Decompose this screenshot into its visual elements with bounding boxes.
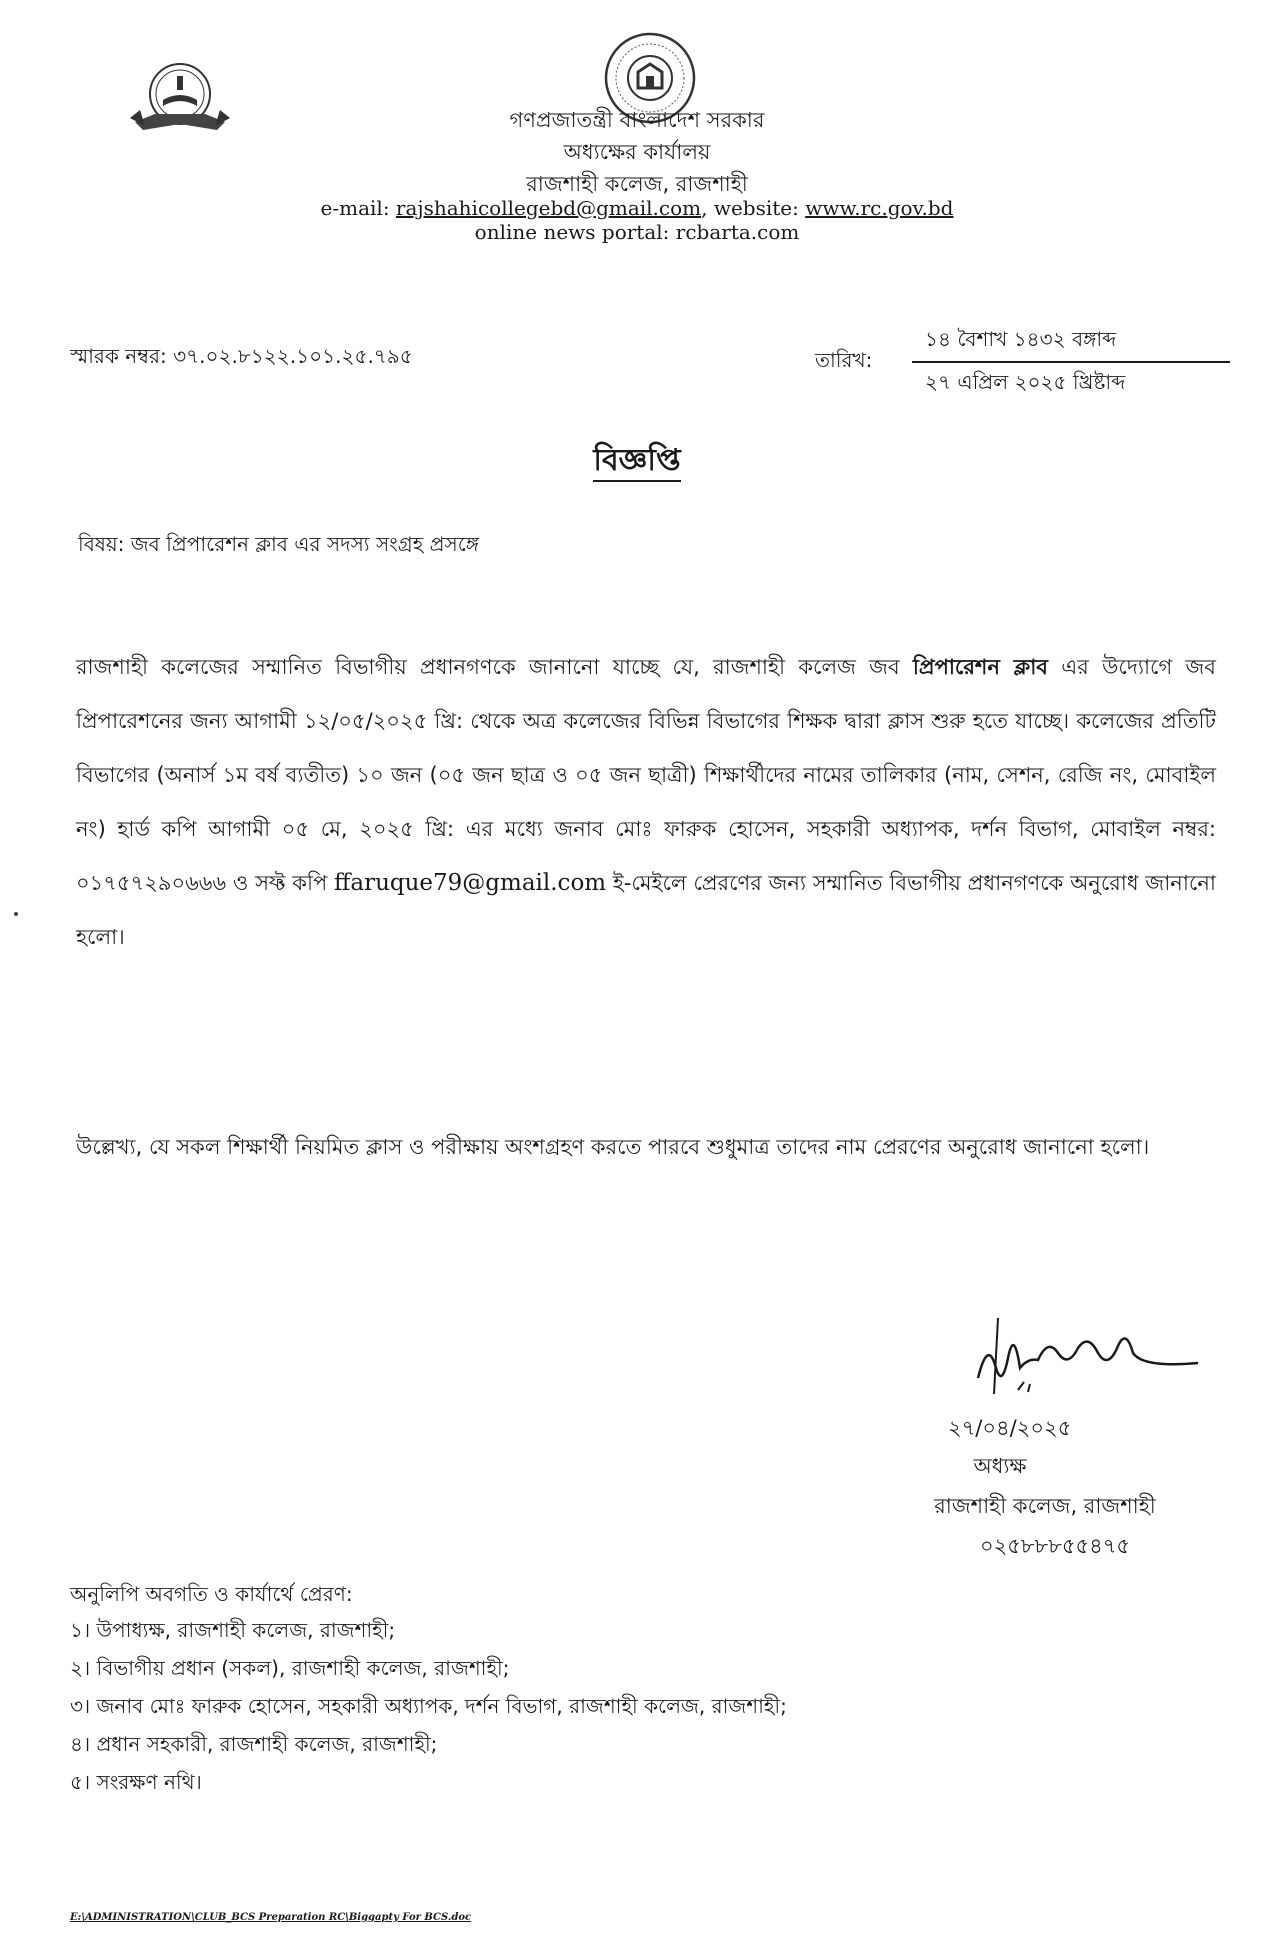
copy-item: ৪। প্রধান সহকারী, রাজশাহী কলেজ, রাজশাহী; xyxy=(70,1732,438,1756)
copy-item: ২। বিভাগীয় প্রধান (সকল), রাজশাহী কলেজ, রাজশাহী; xyxy=(70,1656,510,1680)
signatory-phone: ০২৫৮৮৮৫৫৪৭৫ xyxy=(980,1534,1130,1558)
contact-line: e-mail: rajshahicollegebd@gmail.com, website: www.rc.gov.bd xyxy=(320,196,954,220)
portal-line xyxy=(0,220,1274,244)
copy-item: ৫। সংরক্ষণ নথি। xyxy=(70,1770,202,1794)
date-divider xyxy=(912,361,1230,363)
email-link[interactable]: rajshahicollegebd@gmail.com xyxy=(395,196,702,220)
body-paragraph-1: রাজশাহী কলেজের সম্মানিত বিভাগীয় প্রধানগণকে জানানো যাচ্ছে যে, রাজশাহী কলেজ জব প্রিপারেশন ক্লাব এর উদ্যোগে জব প্রিপারেশনের জন্য আগামী ১২/০৫/২০২৫ খ্রি: থেকে অত্র কলেজের বিভিন্ন বিভাগের শিক্ষক দ্বারা ক্লাস শুরু হতে যাচ্ছে। কলেজের প্রতিটি বিভাগের (অনার্স ১ম বর্ষ ব্যতীত) ১০ জন (০৫ জন ছাত্র ও ০৫ জন ছাত্রী) শিক্ষার্থীদের নামের তালিকার (নাম, সেশন, রেজি নং, মোবাইল নং) হার্ড কপি আগামী ০৫ মে, ২০২৫ খ্রি: এর মধ্যে জনাব মোঃ ফারুক হোসেন, সহকারী অধ্যাপক, দর্শন বিভাগ, মোবাইল নম্বর: ০১৭৫৭২৯০৬৬৬ ও সফ্ট কপি ffaruque79@gmail.com ই-মেইলে প্রেরণের জন্য সম্মানিত বিভাগীয় প্রধানগণকে অনুরোধ জানানো হলো। xyxy=(76,655,1216,949)
scan-speck xyxy=(14,912,18,916)
signatory-office: রাজশাহী কলেজ, রাজশাহী xyxy=(934,1494,1156,1518)
website-link[interactable]: www.rc.gov.bd xyxy=(805,196,954,220)
signature-image xyxy=(958,1298,1208,1398)
college-title: রাজশাহী কলেজ, রাজশাহী xyxy=(526,172,748,196)
portal-link[interactable]: rcbarta.com xyxy=(675,220,800,244)
copy-item: ৩। জনাব মোঃ ফারুক হোসেন, সহকারী অধ্যাপক, দর্শন বিভাগ, রাজশাহী কলেজ, রাজশাহী; xyxy=(70,1694,787,1718)
date-label: তারিখ: xyxy=(815,348,873,372)
portal-label: online news portal: xyxy=(474,220,670,244)
signature-date: ২৭/০৪/২০২৫ xyxy=(948,1416,1072,1440)
date-bangla: ১৪ বৈশাখ ১৪৩২ বঙ্গাব্দ xyxy=(925,327,1117,351)
office-title: অধ্যক্ষের কার্যালয় xyxy=(563,140,711,164)
contact-email: ffaruque79@gmail.com xyxy=(334,870,607,896)
notice-subject: বিষয়: জব প্রিপারেশন ক্লাব এর সদস্য সংগ্রহ প্রসঙ্গে xyxy=(78,532,480,556)
website-label: website: xyxy=(713,196,799,220)
club-name: প্রিপারেশন ক্লাব xyxy=(912,655,1048,679)
copy-item: ১। উপাধ্যক্ষ, রাজশাহী কলেজ, রাজশাহী; xyxy=(70,1618,396,1642)
signatory-designation: অধ্যক্ষ xyxy=(973,1454,1027,1478)
notice-title: বিজ্ঞপ্তি xyxy=(0,436,1274,487)
govt-title: গণপ্রজাতন্ত্রী বাংলাদেশ সরকার xyxy=(509,108,765,132)
file-path-footer: E:\ADMINISTRATION\CLUB_BCS Preparation RC\Biggapty For BCS.doc xyxy=(70,1912,472,1923)
copies-heading: অনুলিপি অবগতি ও কার্যার্থে প্রেরণ: xyxy=(70,1582,353,1606)
email-label: e-mail: xyxy=(320,196,390,220)
date-english: ২৭ এপ্রিল ২০২৫ খ্রিষ্টাব্দ xyxy=(925,370,1126,394)
body-paragraph-2: উল্লেখ্য, যে সকল শিক্ষার্থী নিয়মিত ক্লাস ও পরীক্ষায় অংশগ্রহণ করতে পারবে শুধুমাত্র তাদের নাম প্রেরণের অনুরোধ জানানো হলো। xyxy=(76,1135,1150,1159)
memo-number: স্মারক নম্বর: ৩৭.০২.৮১২২.১০১.২৫.৭৯৫ xyxy=(70,344,413,368)
